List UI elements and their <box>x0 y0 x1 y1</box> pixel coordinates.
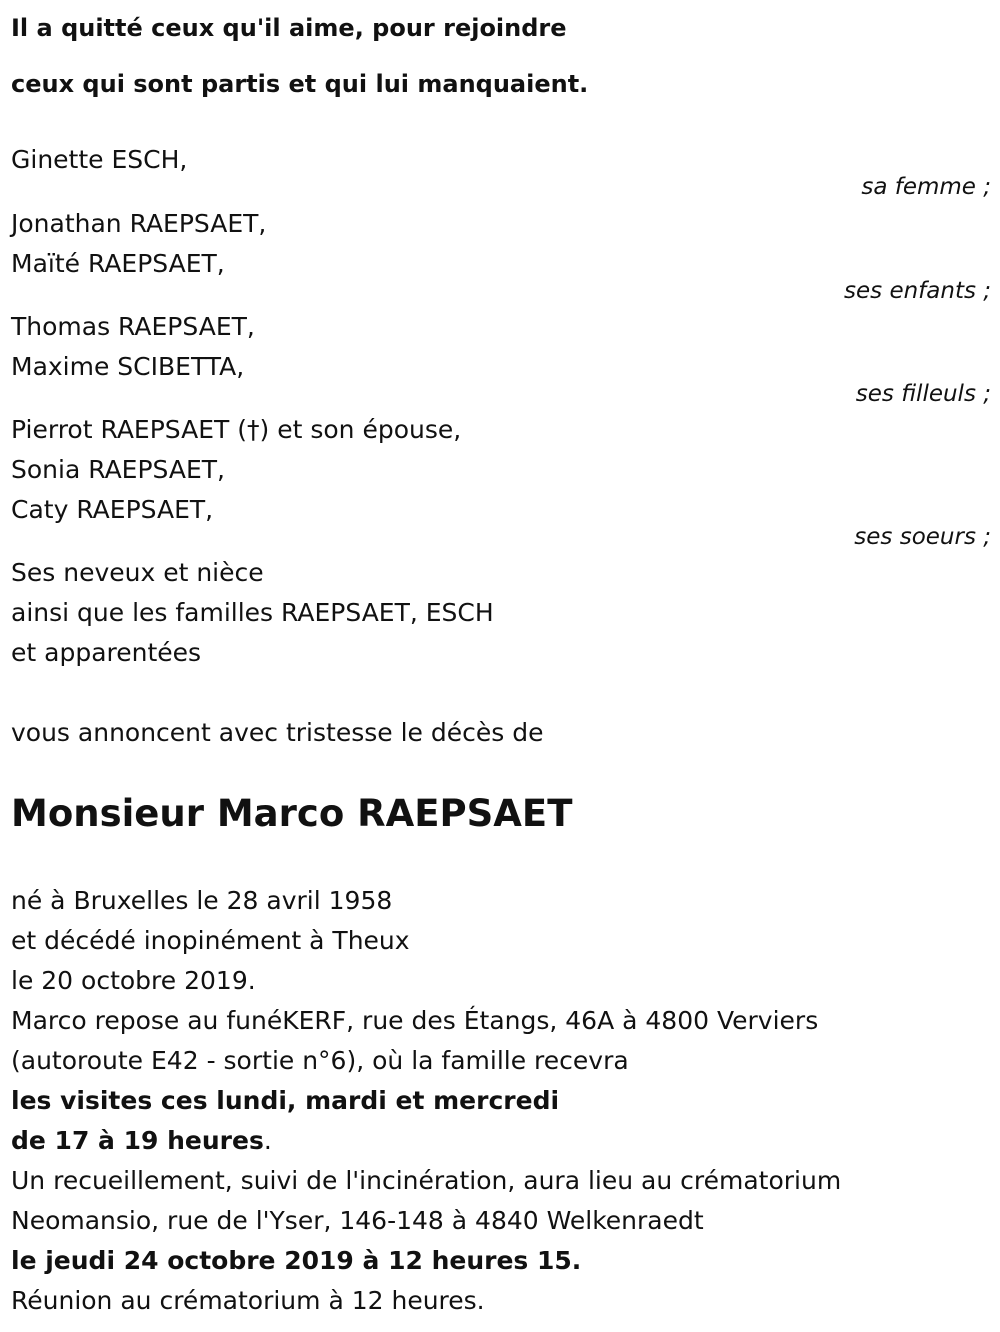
visits-hours-period: . <box>263 1126 272 1155</box>
epigraph <box>11 0 588 112</box>
family-name: Ginette ESCH, <box>11 145 188 174</box>
announcement-text: vous annoncent avec tristesse le décès de <box>11 718 544 747</box>
meeting-line: Réunion au crématorium à 12 heures. <box>11 1286 485 1315</box>
rest-access-line: (autoroute E42 - sortie n°6), où la famille recevra <box>11 1046 629 1075</box>
announcement <box>11 713 543 753</box>
death-line: et décédé inopinément à Theux <box>11 926 410 955</box>
family-name: Maïté RAEPSAET, <box>11 249 225 278</box>
ceremony-line-2: Neomansio, rue de l'Yser, 146-148 à 4840 Welkenraedt <box>11 1206 704 1235</box>
extended-family-line: ainsi que les familles RAEPSAET, ESCH <box>11 598 494 627</box>
visits-hours-line <box>11 1121 841 1161</box>
death-date-line: le 20 octobre 2019. <box>11 966 256 995</box>
epigraph-line-1: Il a quitté ceux qu'il aime, pour rejoindre <box>11 14 567 42</box>
deceased-name: Monsieur Marco RAEPSAET <box>11 792 573 835</box>
family-name: Jonathan RAEPSAET, <box>11 209 267 238</box>
extended-family-line: Ses neveux et nièce <box>11 558 264 587</box>
birth-line: né à Bruxelles le 28 avril 1958 <box>11 886 393 915</box>
family-name: Thomas RAEPSAET, <box>11 312 255 341</box>
visits-days-line: les visites ces lundi, mardi et mercredi <box>11 1086 560 1115</box>
extended-family-line: et apparentées <box>11 638 202 667</box>
family-role: ses filleuls ; <box>855 381 991 407</box>
extended-family <box>11 553 494 673</box>
visits-hours: de 17 à 19 heures <box>11 1126 264 1155</box>
family-role: ses soeurs ; <box>854 524 991 550</box>
family-name: Maxime SCIBETTA, <box>11 352 245 381</box>
family-role: sa femme ; <box>861 174 991 200</box>
family-group-spouse <box>11 140 991 202</box>
deceased-name-block <box>11 790 572 838</box>
family-group-godchildren <box>11 307 991 409</box>
family-group-siblings <box>11 410 991 552</box>
family-name: Sonia RAEPSAET, <box>11 455 226 484</box>
rest-place-line: Marco repose au funéKERF, rue des Étangs, 46A à 4800 Verviers <box>11 1006 819 1035</box>
family-group-children <box>11 204 991 306</box>
family-name: Caty RAEPSAET, <box>11 495 214 524</box>
ceremony-date-line: le jeudi 24 octobre 2019 à 12 heures 15. <box>11 1246 582 1275</box>
family-role: ses enfants ; <box>844 278 991 304</box>
details <box>11 881 841 1321</box>
ceremony-line-1: Un recueillement, suivi de l'incinération, aura lieu au crématorium <box>11 1166 842 1195</box>
epigraph-line-2: ceux qui sont partis et qui lui manquaient. <box>11 70 589 98</box>
family-name: Pierrot RAEPSAET (†) et son épouse, <box>11 415 462 444</box>
